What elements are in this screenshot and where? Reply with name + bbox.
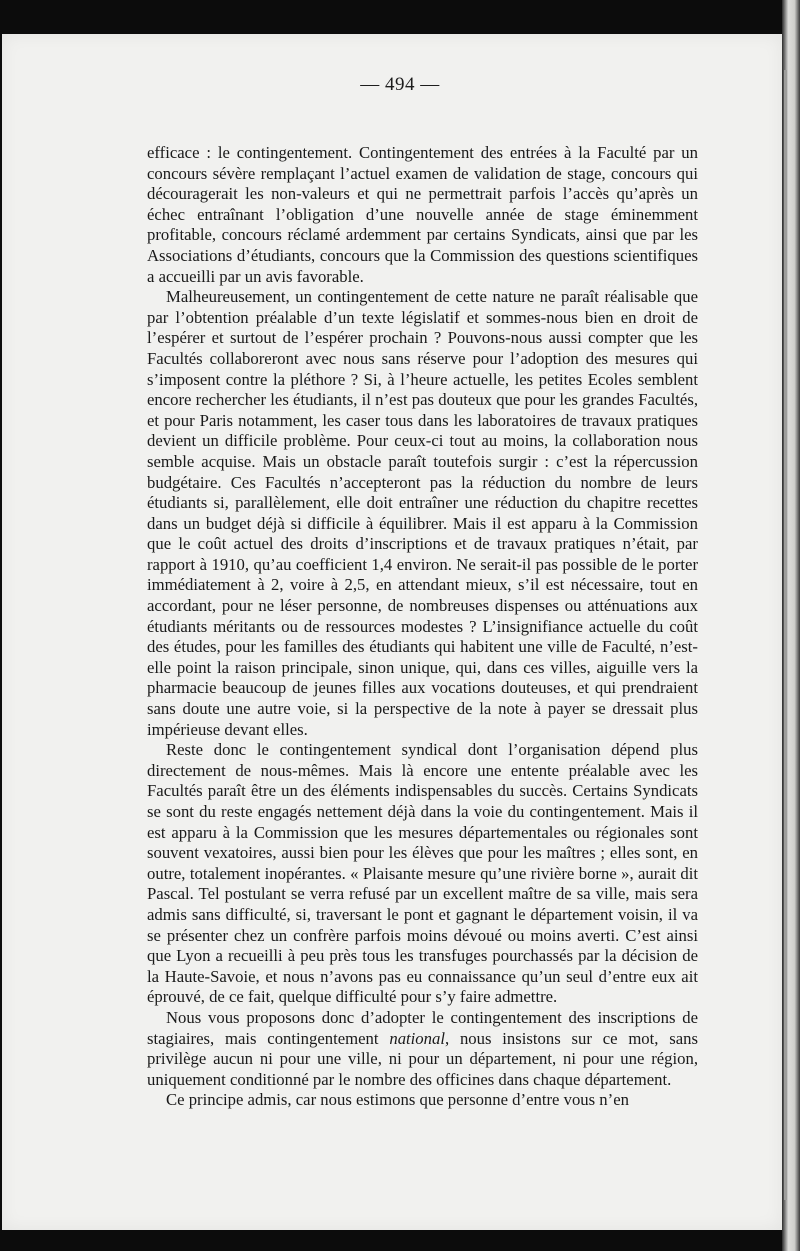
paragraph-4 [147, 1008, 698, 1090]
page-number: — 494 — [360, 74, 440, 95]
emphasis-national: national [389, 1028, 445, 1048]
paragraph-1: efficace : le contingentement. Contingentement des entrées à la Faculté par un concours sévère remplaçant l’actuel examen de validation de stage, concours qui découragerait les non-valeurs et qui ne permettrait parfois l’accès qu’après un échec entraînant l’obligation d’une nouvelle année de stage éminemment profitable, concours réclamé ardemment par certains Syndicats, ainsi que par les Associations d’étudiants, concours que la Commission des questions scientifiques a accueilli par un avis favorable. [147, 143, 698, 286]
paragraph-5: Ce principe admis, car nous estimons que personne d’entre vous n’en [166, 1090, 629, 1110]
paragraph-4-end: , nous insistons sur ce mot, sans privilège aucun ni pour une ville, ni pour un département, ni pour une région, uniquement conditionné par le nombre des officines dans chaque département. [147, 1028, 698, 1089]
paragraph-4-start: Nous vous proposons donc d’adopter le contingentement des inscriptions de stagiaires, mais contingentement [147, 1007, 698, 1048]
page-edge [784, 70, 787, 1200]
paragraph-2: Malheureusement, un contingentement de cette nature ne paraît réalisable que par l’obtention préalable d’un texte législatif et sommes-nous bien en droit de l’espérer et surtout de l’espérer prochain ? Pouvons-nous aussi compter que les Facultés collaboreront avec nous sans réserve pour l’adoption des mesures qui s’imposent contre la pléthore ? Si, à l’heure actuelle, les petites Ecoles semblent encore rechercher les étudiants, il n’est pas douteux que pour les grandes Facultés, et pour Paris notamment, les caser tous dans les laboratoires de travaux pratiques devient un difficile problème. Pour ceux-ci tout au moins, la collaboration nous semble acquise. Mais un obstacle paraît toutefois surgir : c’est la répercussion budgétaire. Ces Facultés n’accepteront pas la réduction du nombre de leurs étudiants si, parallèlement, elle doit entraîner une réduction du chapitre recettes dans un budget déjà si difficile à équilibrer. Mais il est apparu à la Commission que le coût actuel des droits d’inscriptions et de travaux pratiques n’était, par rapport à 1910, qu’au coefficient 1,4 environ. Ne serait-il pas possible de le porter immédiatement à 2, voire à 2,5, en attendant mieux, s’il est nécessaire, tout en accordant, pour ne léser personne, de nombreuses dispenses ou atténuations aux étudiants méritants ou de ressources modestes ? L’insignifiance actuelle du coût des études, pour les familles des étudiants qui habitent une ville de Faculté, n’est-elle point la raison principale, sinon unique, qui, dans ces villes, aiguille vers la pharmacie beaucoup de jeunes filles aux vocations douteuses, et qui prendraient sans doute une autre voie, si la perspective de la note à payer se dressait plus impérieuse devant elles. [147, 287, 698, 739]
body-text [147, 143, 698, 1111]
paragraph-3: Reste donc le contingentement syndical dont l’organisation dépend plus directement de nous-mêmes. Mais là encore une entente préalable avec les Facultés paraît être un des éléments indispensables du succès. Certains Syndicats se sont du reste engagés nettement déjà dans la voie du contingentement. Mais il est apparu à la Commission que les mesures départementales ou régionales sont souvent vexatoires, aussi bien pour les élèves que pour les maîtres ; elles sont, en outre, totalement inopérantes. « Plaisante mesure qu’une rivière borne », aurait dit Pascal. Tel postulant se verra refusé par un excellent maître de sa ville, mais sera admis sans difficulté, si, traversant le pont et gagnant le département voisin, il va se présenter chez un confrère parfois moins dévoué ou moins averti. C’est ainsi que Lyon a recueilli à peu près tous les transfuges pourchassés par la décision de la Haute-Savoie, et nous n’avons pas eu connaissance qu’un seul d’entre eux ait éprouvé, de ce fait, quelque difficulté pour s’y faire admettre. [147, 740, 698, 1007]
